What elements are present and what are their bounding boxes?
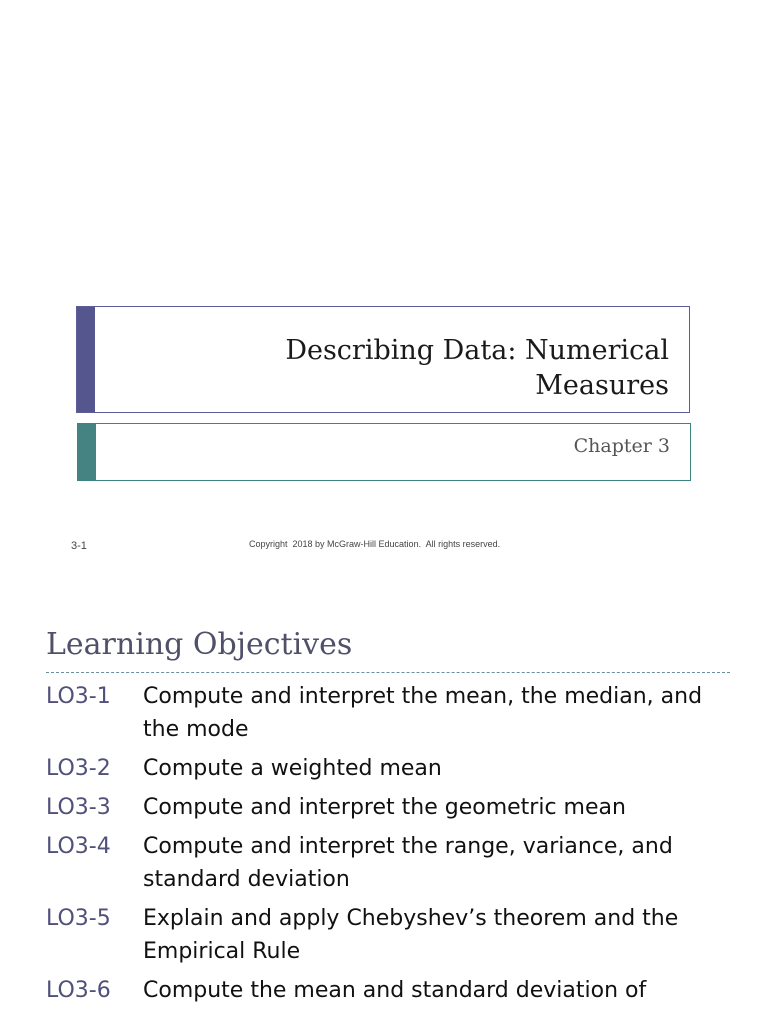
slide-number: 3-1: [71, 540, 87, 552]
list-item: [46, 752, 736, 785]
title-accent-bar: [77, 307, 95, 412]
list-item: [46, 902, 736, 968]
slide-subtitle: Chapter 3: [573, 435, 670, 457]
list-item: [46, 680, 736, 746]
objective-text: Explain and apply Chebyshev’s theorem and the Empirical Rule: [143, 906, 679, 964]
list-item: [46, 974, 736, 1007]
subtitle-accent-bar: [78, 424, 96, 480]
list-item: [46, 791, 736, 824]
title-box: [76, 306, 690, 413]
objective-code: LO3-1: [46, 684, 111, 709]
objective-code: LO3-6: [46, 978, 111, 1003]
subtitle-box: [77, 423, 691, 481]
objective-text: Compute a weighted mean: [143, 756, 442, 781]
copyright-notice: Copyright 2018 by McGraw-Hill Education. All rights reserved.: [249, 539, 501, 549]
objective-text: Compute and interpret the mean, the median, and the mode: [143, 684, 703, 742]
heading-divider: [46, 672, 730, 673]
learning-objectives-heading: Learning Objectives: [46, 627, 353, 662]
objective-code: LO3-2: [46, 756, 111, 781]
slide-title: Describing Data: Numerical Measures: [285, 335, 669, 401]
objective-text: Compute the mean and standard deviation of: [143, 978, 647, 1003]
objective-code: LO3-3: [46, 795, 111, 820]
objective-text: Compute and interpret the geometric mean: [143, 795, 626, 820]
objective-code: LO3-5: [46, 906, 111, 931]
objective-code: LO3-4: [46, 834, 111, 859]
objective-text: Compute and interpret the range, variance, and standard deviation: [143, 834, 673, 892]
objectives-list: [46, 680, 736, 1013]
list-item: [46, 830, 736, 896]
